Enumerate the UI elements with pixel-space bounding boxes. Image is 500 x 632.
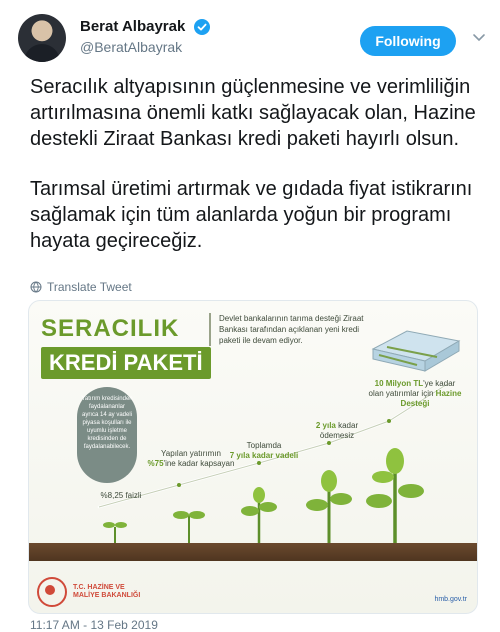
step-coverage-line2: 'ine kadar kapsayan <box>163 459 235 468</box>
tweet-timestamp[interactable]: 11:17 AM - 13 Feb 2019 <box>30 618 158 632</box>
seedling-2 <box>173 511 205 543</box>
seedling-5 <box>366 448 424 543</box>
ministry-seal-icon <box>37 577 67 607</box>
tweet-header <box>18 14 486 64</box>
infographic-image[interactable] <box>28 300 478 614</box>
info-badge: Yatırım kredisinden faydalananlar ayrıca 14 ay vadeli piyasa koşulları ile uyumlu işletme kredisinden de faydalanabilecek. <box>77 387 137 483</box>
step-coverage-highlight: %75 <box>147 459 164 468</box>
ministry-name-line1: T.C. HAZİNE VE <box>73 584 125 591</box>
infographic-title-bottom: KREDİ PAKETİ <box>41 347 211 379</box>
seedling-4 <box>306 470 352 543</box>
translate-label[interactable]: Translate Tweet <box>47 280 132 294</box>
user-handle[interactable]: @BeratAlbayrak <box>80 39 183 55</box>
tweet-text <box>30 74 490 278</box>
step-support-line: 'ye kadar olan yatırımlar için <box>368 379 456 398</box>
verified-badge-icon <box>194 19 210 35</box>
ministry-logo <box>37 577 140 607</box>
tweet-paragraph-1: Seracılık altyapısının güçlenmesine ve verimliliğin artırılmasına önemli katkı sağlayacak olan, Hazine destekli Ziraat Bankası kredi paketi hayırlı olsun. <box>30 76 476 150</box>
ministry-website: hmb.gov.tr <box>434 596 467 603</box>
seedlings-illustration <box>29 301 477 613</box>
tweet-paragraph-2: Tarımsal üretimi artırmak ve gıdada fiyat istikrarını sağlamak için tüm alanlarda yoğun bir programı hayata geçireceğiz. <box>30 178 473 252</box>
step-support-highlight: 10 Milyon TL <box>374 379 424 388</box>
following-button[interactable]: Following <box>360 26 456 56</box>
step-grace-line: kadar ödemesiz <box>319 421 359 440</box>
step-grace-highlight: 2 yıla <box>315 421 336 430</box>
globe-icon <box>30 281 42 293</box>
user-name-block[interactable] <box>80 18 210 55</box>
step-interest-text: %8,25 faizli <box>100 491 142 500</box>
translate-tweet-link[interactable] <box>30 280 132 294</box>
step-term-line1: Toplamda <box>246 441 282 450</box>
step-support-highlight2: Hazine Desteği <box>400 389 462 408</box>
chevron-down-icon[interactable] <box>472 30 486 44</box>
avatar[interactable] <box>18 14 66 62</box>
ministry-name-line2: MALİYE BAKANLIĞI <box>73 592 141 599</box>
seedling-3 <box>241 487 277 543</box>
step-term-highlight: 7 yıla kadar vadeli <box>229 451 299 460</box>
infographic-title-top: SERACILIK <box>41 315 180 342</box>
infographic-description: Devlet bankalarının tarıma desteği Ziraat Bankası tarafından açıklanan yeni kredi paketi ile devam ediyor. <box>209 313 379 346</box>
display-name[interactable]: Berat Albayrak <box>80 18 186 36</box>
seedling-1 <box>103 522 127 543</box>
ministry-name <box>73 584 140 600</box>
step-coverage-line1: Yapılan yatırımın <box>161 449 221 458</box>
